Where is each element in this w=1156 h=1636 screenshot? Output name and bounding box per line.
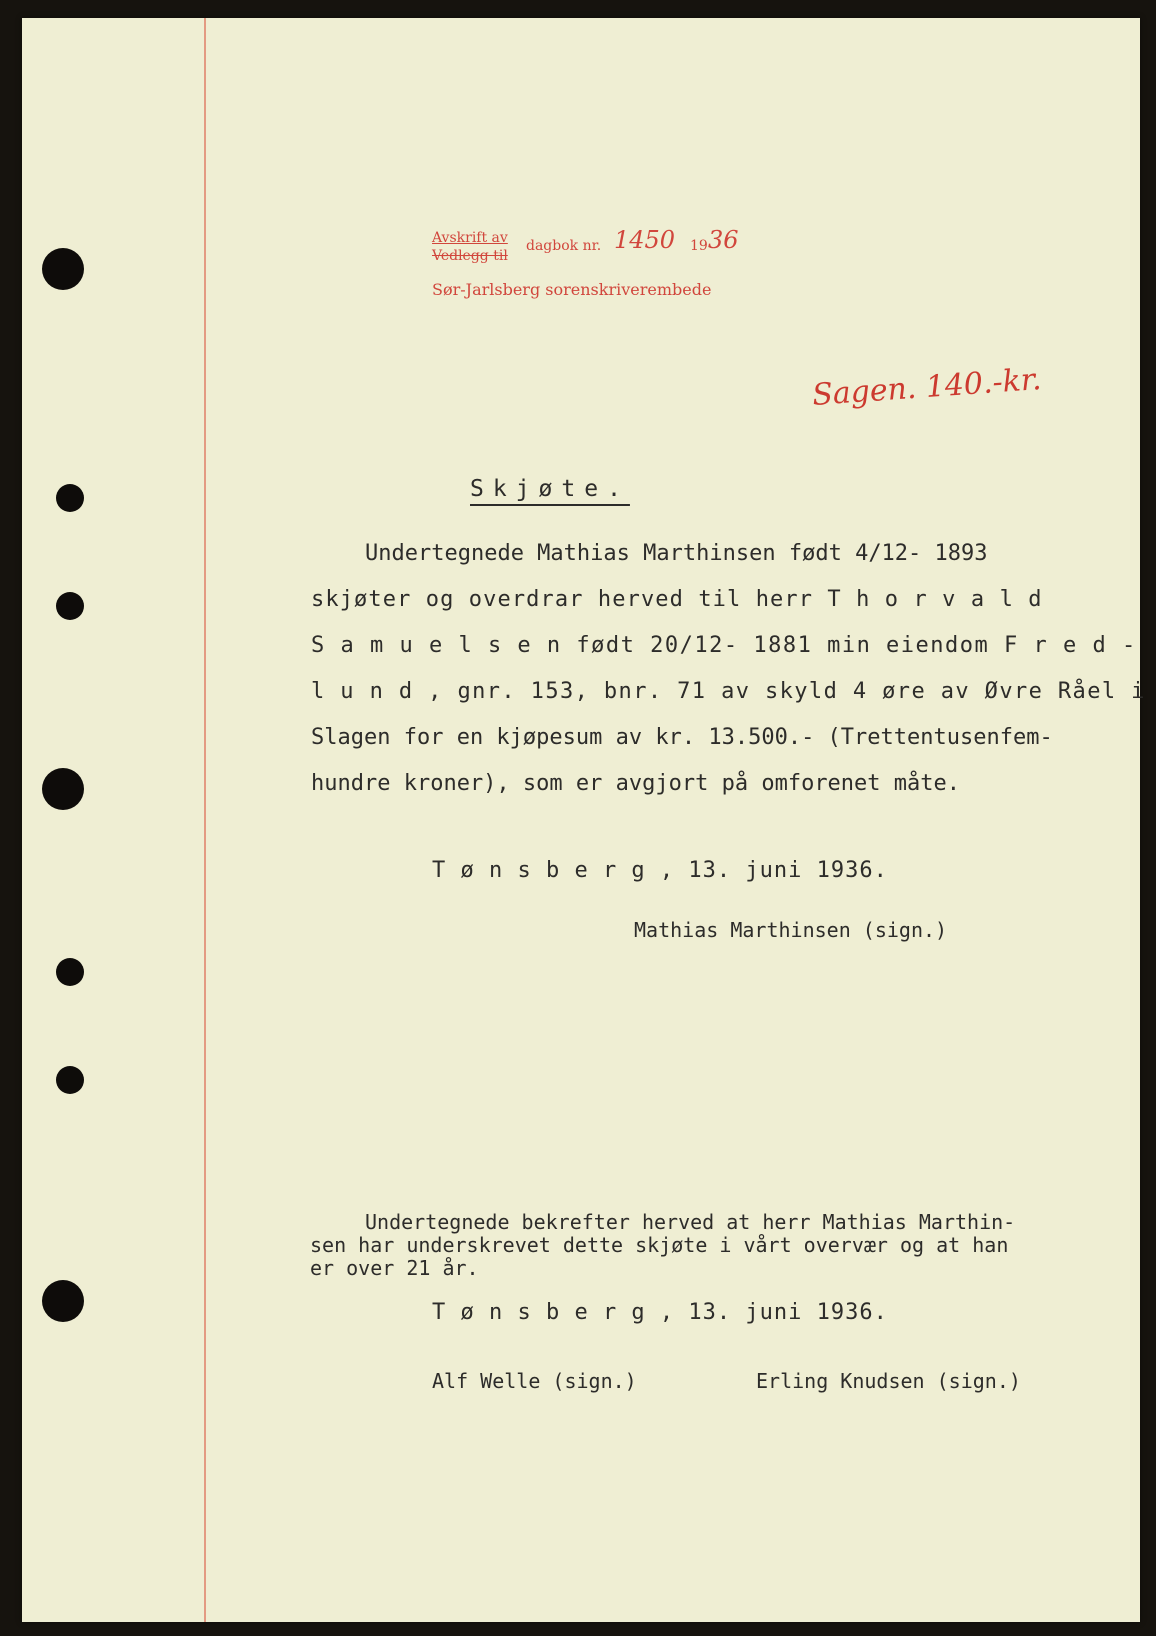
stamp-avskrift: Avskrift av [432,230,508,246]
punch-hole [42,248,84,290]
margin-line [204,18,206,1622]
punch-hole [42,1280,84,1322]
body-line: Slagen for en kjøpesum av kr. 13.500.- (Trettentusenfem- [311,725,1053,750]
witness-line: Undertegnede bekrefter herved at herr Mathias Marthin- [365,1210,1016,1234]
body-line: hundre kroner), som er avgjort på omforenet måte. [311,771,961,796]
stamp-office: Sør-Jarlsberg sorenskriverembede [432,280,712,299]
stamp-dagbok-label: dagbok nr. [526,238,602,254]
body-line: l u n d , gnr. 153, bnr. 71 av skyld 4 øre av Øvre Råel i [311,679,1146,704]
stamp-year-suffix: 36 [708,226,739,254]
body-line: S a m u e l s e n født 20/12- 1881 min eiendom F r e d - [311,633,1137,658]
punch-hole [56,484,84,512]
document-title: Skjøte. [470,476,630,502]
punch-hole [42,768,84,810]
punch-hole [56,958,84,986]
fee-note: Sagen. 140.-kr. [811,362,1043,413]
punch-hole [56,1066,84,1094]
witness-line: sen har underskrevet dette skjøte i vårt overvær og at han [310,1233,1009,1257]
body-line: skjøter og overdrar herved til herr T h o r v a l d [311,587,1043,612]
stamp-dagbok-number: 1450 [614,226,676,254]
place-date: T ø n s b e r g , 13. juni 1936. [432,858,888,883]
stamp-year-prefix: 19 [690,238,708,254]
place-date: T ø n s b e r g , 13. juni 1936. [432,1300,888,1325]
document-page [22,18,1146,1622]
signature-grantor: Mathias Marthinsen (sign.) [634,918,948,942]
body-line: Undertegnede Mathias Marthinsen født 4/12- 1893 [365,541,988,566]
witness-line: er over 21 år. [310,1256,479,1280]
signature-witness-1: Alf Welle (sign.) [432,1369,637,1393]
office-stamp [432,228,752,308]
stamp-vedlegg: Vedlegg til [432,248,508,264]
signature-witness-2: Erling Knudsen (sign.) [756,1369,1021,1393]
punch-hole [56,592,84,620]
